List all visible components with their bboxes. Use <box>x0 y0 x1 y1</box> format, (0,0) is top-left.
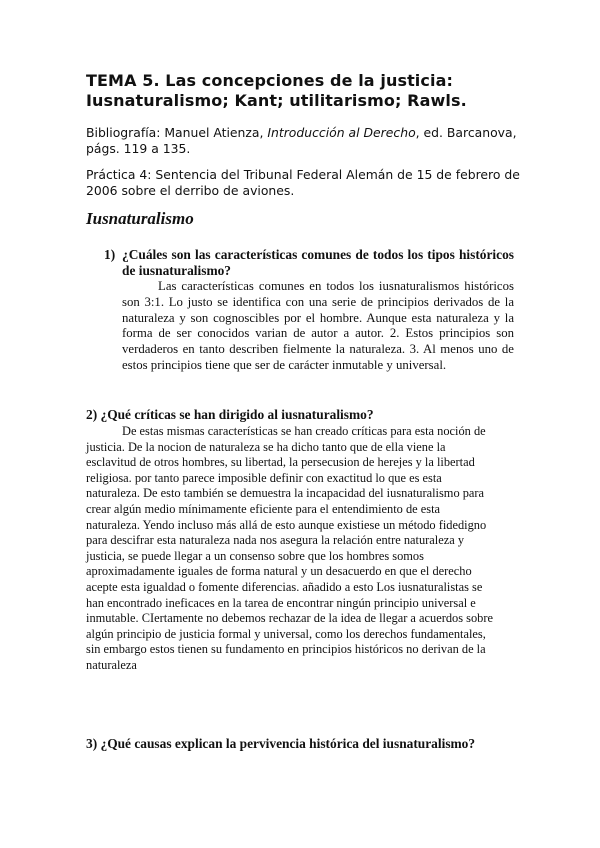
question-2-answer: De estas mismas características se han creado críticas para esta noción de justicia. De la nocion de naturaleza se ha dicho tanto que de ella viene la esclavitud de otros hombres, su libertad, la persecusion de herejes y la libertad religiosa. por tanto parece imposible definir con exactitud lo que es esta naturaleza. De esto también se demuestra la incapacidad del iusnaturalismo para crear algún medio mínimamente eficiente para el entendimiento de esta naturaleza. Yendo incluso más allá de esto aunque existiese un método fidedigno para descifrar esta naturaleza nada nos asegura la relación entre naturaleza y justicia, se puede llegar a un consenso sobre que los hombres somos aproximadamente iguales de forma natural y un desacuerdo en que el derecho acepte esta igualdad o fomente diferencias. añadido a esto Los iusnaturalistas se han encontrado ineficaces en la tarea de encontrar ningún principio universal e inmutable. CIertamente no debemos rechazar de la idea de llegar a acuerdos sobre algún principio de justicia formal y universal, como los derechos fundamentales, sin embargo estos tienen su fundamento en principios históricos no derivan de la naturaleza <box>86 424 493 672</box>
bibliography-book-title: Introducción al Derecho <box>267 125 416 140</box>
question-3-heading: 3) ¿Qué causas explican la pervivencia histórica del iusnaturalismo? <box>86 736 476 751</box>
practica-line: Práctica 4: Sentencia del Tribunal Federal Alemán de 15 de febrero de 2006 sobre el derribo de aviones. <box>86 167 520 198</box>
bibliography-suffix: , ed. Barcanova, págs. 119 a 135. <box>86 125 517 156</box>
question-1-answer: Las características comunes en todos los iusnaturalismos históricos son 3:1. Lo justo se identifica con una serie de principios derivados de la naturaleza y son cognoscibles por el hombre. Aunque esta naturaleza y la forma de ser conocidos varian de autor a autor. 2. Estos principios son verdaderos en tanto describen fielmente la naturaleza. 3. Al menos uno de estos principios tiene que ser de carácter inmutable y universal. <box>122 279 514 372</box>
bibliography <box>86 125 526 157</box>
question-1-number: 1) <box>104 247 116 262</box>
bibliography-prefix: Bibliografía: Manuel Atienza, <box>86 125 268 140</box>
question-1-text: ¿Cuáles son las características comunes de todos los tipos históricos de iusnaturalismo? <box>122 247 514 278</box>
question-2-heading: 2) ¿Qué críticas se han dirigido al iusnaturalismo? <box>86 407 374 422</box>
section-heading: Iusnaturalismo <box>86 209 194 228</box>
document-title: TEMA 5. Las concepciones de la justicia: Iusnaturalismo; Kant; utilitarismo; Rawls. <box>86 71 467 110</box>
